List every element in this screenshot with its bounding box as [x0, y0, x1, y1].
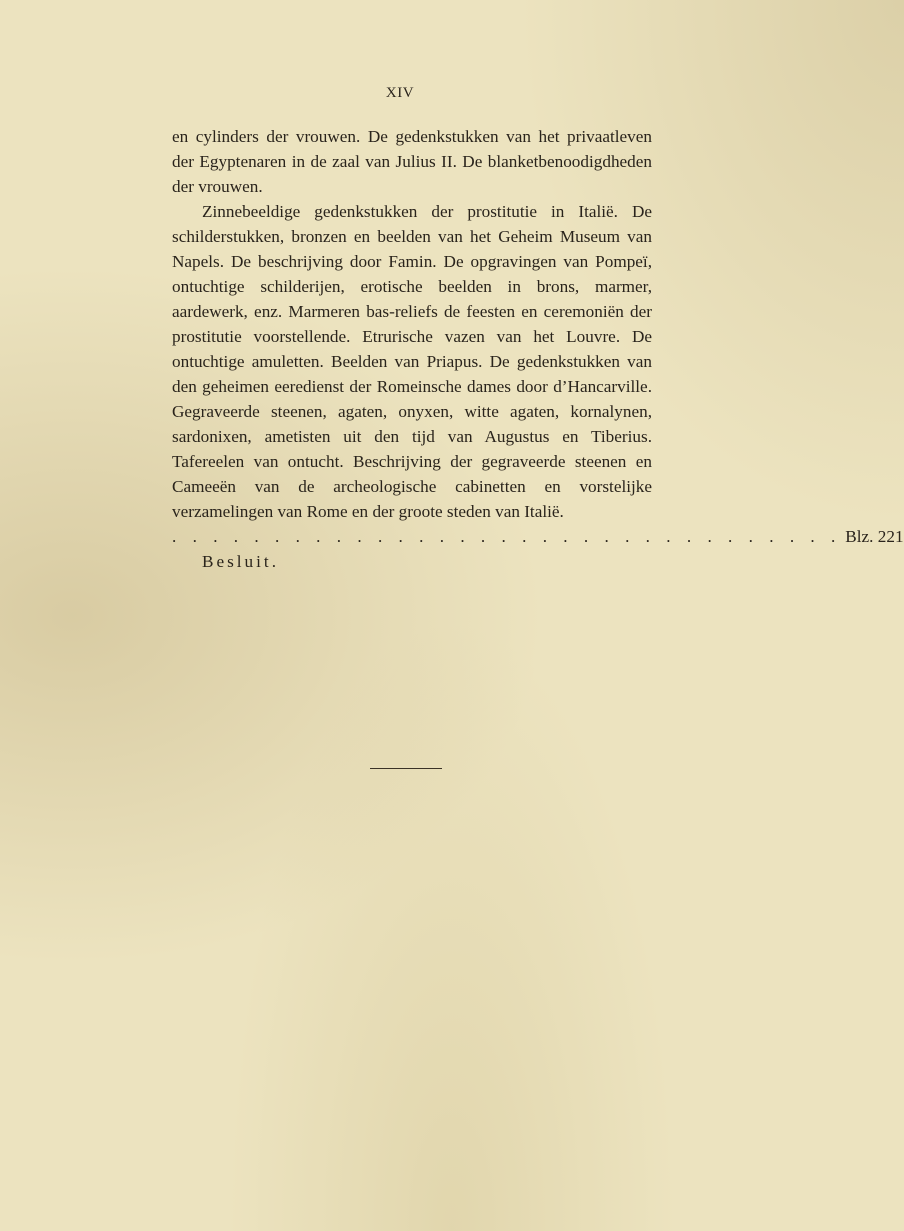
- paragraph-entry: Zinnebeeldige gedenkstukken der prostitutie in Italië. De schilderstukken, bronzen en beelden van het Geheim Museum van Napels. De beschrijving door Famin. De opgravingen van Pompeï, ontuchtige schilderijen, erotische beelden in brons, marmer, aardewerk, enz. Marmeren bas-reliefs de feesten en ceremoniën der prostitutie voorstellende. Etrurische vazen van het Louvre. De ontuchtige amuletten. Beelden van Priapus. De gedenkstukken van den geheimen eeredienst der Romeinsche dames door d’Hancarville. Gegraveerde steenen, agaten, onyxen, witte agaten, kornalynen, sardonixen, ametisten uit den tijd van Augustus en Tiberius. Tafereelen van ontucht. Beschrijving der gegraveerde steenen en Cameeën van de archeologische cabinetten en vorstelijke verzamelingen van Rome en der groote steden van Italië.: [172, 202, 652, 521]
- dot-leader: . . . . . . . . . . . . . . . . . . . . . . . . . . . . . . . . .: [172, 527, 842, 546]
- page-number: XIV: [385, 85, 415, 101]
- closing-heading: Besluit.: [202, 552, 279, 571]
- page-reference-line: [172, 524, 904, 549]
- divider-rule: [370, 768, 442, 769]
- page-reference: Blz. 221: [845, 527, 904, 546]
- paragraph-continuation: en cylinders der vrouwen. De gedenkstukken van het privaatleven der Egyptenaren in de zaal van Julius II. De blanketbenoodigdheden der vrouwen.: [172, 127, 652, 196]
- table-of-contents-text: [172, 124, 904, 574]
